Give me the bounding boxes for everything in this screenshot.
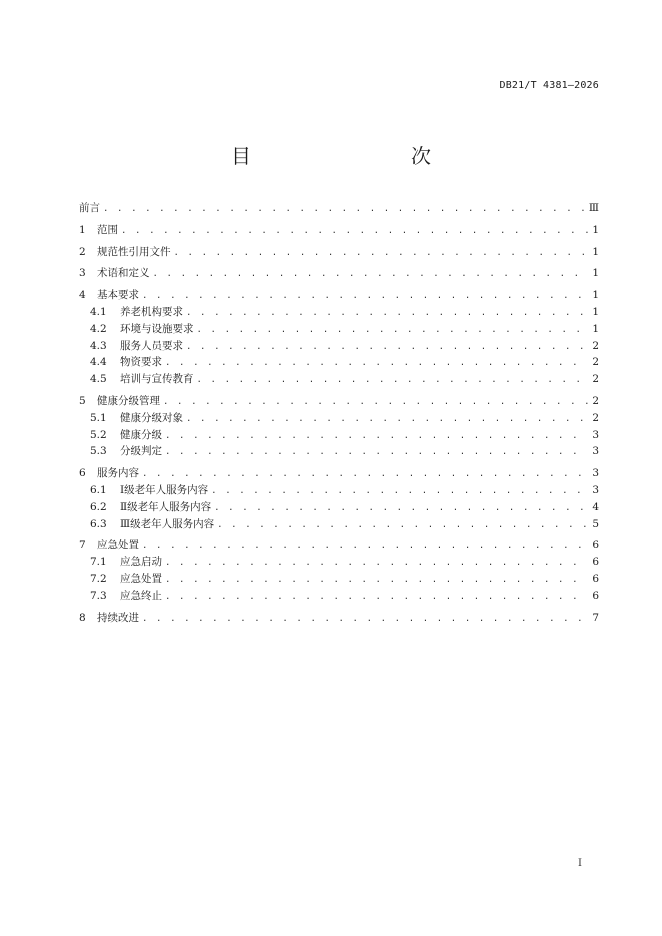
toc-entry-page: 5	[592, 517, 599, 530]
toc-entry-number: 4.2	[90, 322, 107, 335]
toc-entry-label: 培训与宣传教育	[120, 373, 194, 386]
toc-entry-page: 6	[592, 572, 599, 585]
toc-leader-dots	[197, 325, 589, 335]
toc-entry[interactable]	[79, 588, 599, 605]
page-number: I	[578, 858, 582, 869]
toc-entry-page: 6	[592, 589, 599, 602]
toc-leader-dots	[165, 358, 588, 368]
toc-entry-label: 养老机构要求	[120, 305, 183, 318]
toc-entry[interactable]	[79, 482, 599, 499]
toc-entry-label: 健康分级管理	[97, 394, 160, 407]
toc-entry[interactable]	[79, 516, 599, 533]
toc-leader-dots	[103, 204, 586, 214]
table-of-contents	[79, 200, 599, 626]
toc-entry-number: 2	[79, 245, 86, 258]
toc-entry[interactable]	[79, 354, 599, 371]
toc-entry-number: 7	[79, 539, 86, 552]
toc-entry-label: 应急启动	[120, 556, 162, 569]
toc-entry-number: 8	[79, 611, 86, 624]
toc-leader-dots	[163, 397, 588, 407]
toc-leader-dots	[217, 520, 588, 530]
toc-leader-dots	[165, 575, 588, 585]
toc-entry-page: 2	[592, 339, 599, 352]
toc-entry-label: 应急处置	[120, 572, 162, 585]
toc-entry[interactable]	[79, 410, 599, 427]
toc-entry-label: 环境与设施要求	[120, 322, 194, 335]
toc-leader-dots	[211, 486, 588, 496]
toc-leader-dots	[165, 558, 588, 568]
toc-entry-label: 服务内容	[97, 467, 139, 480]
toc-entry-label: 应急终止	[120, 589, 162, 602]
toc-entry-number: 4.4	[90, 356, 107, 369]
toc-entry-number: 6.3	[90, 517, 107, 530]
toc-entry-number: 4	[79, 289, 86, 302]
toc-entry-page: 1	[592, 289, 599, 302]
toc-leader-dots	[165, 592, 588, 602]
toc-entry-label: 应急处置	[97, 539, 139, 552]
toc-leader-dots	[142, 469, 588, 479]
toc-entry-page: 1	[592, 305, 599, 318]
document-code: DB21/T 4381—2026	[499, 80, 599, 91]
toc-entry-number: 7.1	[90, 556, 107, 569]
toc-entry-number: 4.3	[90, 339, 107, 352]
toc-entry-label: 基本要求	[97, 289, 139, 302]
toc-entry[interactable]	[79, 427, 599, 444]
toc-entry-number: 4.5	[90, 373, 107, 386]
toc-entry[interactable]	[79, 537, 599, 554]
toc-entry-label: 范围	[97, 223, 118, 236]
toc-entry[interactable]	[79, 371, 599, 388]
toc-entry-label: Ⅰ级老年人服务内容	[120, 483, 209, 496]
toc-entry[interactable]	[79, 554, 599, 571]
toc-entry-page: 7	[592, 611, 599, 624]
toc-entry-label: 物资要求	[120, 356, 162, 369]
toc-leader-dots	[142, 541, 588, 551]
toc-entry-number: 7.3	[90, 589, 107, 602]
toc-entry-page: 1	[592, 245, 599, 258]
toc-leader-dots	[142, 614, 588, 624]
toc-entry-label: 术语和定义	[97, 267, 150, 280]
toc-entry-number: 5.3	[90, 445, 107, 458]
toc-entry-label: Ⅱ级老年人服务内容	[120, 500, 212, 513]
toc-entry-number: 5.1	[90, 411, 107, 424]
toc-entry-number: 6.1	[90, 483, 107, 496]
toc-leader-dots	[165, 431, 588, 441]
toc-entry-page: 2	[592, 411, 599, 424]
toc-entry-page: 3	[592, 428, 599, 441]
toc-entry[interactable]	[79, 443, 599, 460]
toc-entry-number: 4.1	[90, 305, 107, 318]
toc-entry-page: 1	[592, 223, 599, 236]
toc-entry-page: 3	[592, 483, 599, 496]
toc-leader-dots	[214, 503, 588, 513]
toc-leader-dots	[174, 248, 589, 258]
toc-leader-dots	[153, 269, 589, 279]
toc-entry-page: 2	[592, 356, 599, 369]
toc-entry-number: 5.2	[90, 428, 107, 441]
toc-entry[interactable]	[79, 222, 599, 239]
toc-entry-page: 3	[592, 467, 599, 480]
toc-entry[interactable]	[79, 571, 599, 588]
toc-entry-page: 6	[592, 539, 599, 552]
toc-entry-number: 7.2	[90, 572, 107, 585]
toc-entry-label: 服务人员要求	[120, 339, 183, 352]
toc-entry[interactable]	[79, 200, 599, 217]
toc-entry-number: 3	[79, 267, 86, 280]
toc-leader-dots	[197, 375, 589, 385]
toc-leader-dots	[142, 291, 588, 301]
toc-entry-page: 1	[592, 322, 599, 335]
toc-entry[interactable]	[79, 287, 599, 304]
toc-entry-label: Ⅲ级老年人服务内容	[120, 517, 215, 530]
toc-entry-label: 分级判定	[120, 445, 162, 458]
toc-leader-dots	[165, 447, 588, 457]
toc-entry-page: 2	[592, 394, 599, 407]
toc-entry-number: 5	[79, 394, 86, 407]
toc-entry[interactable]	[79, 465, 599, 482]
toc-entry[interactable]	[79, 321, 599, 338]
toc-entry-label: 规范性引用文件	[97, 245, 171, 258]
toc-entry-number: 6	[79, 467, 86, 480]
toc-entry[interactable]	[79, 393, 599, 410]
toc-leader-dots	[186, 342, 588, 352]
toc-entry-page: 2	[592, 373, 599, 386]
toc-entry[interactable]	[79, 244, 599, 261]
toc-entry[interactable]	[79, 338, 599, 355]
toc-entry-label: 健康分级对象	[120, 411, 183, 424]
toc-entry-label: 持续改进	[97, 611, 139, 624]
toc-entry-page: 1	[592, 267, 599, 280]
toc-entry-page: 6	[592, 556, 599, 569]
toc-leader-dots	[186, 414, 588, 424]
toc-entry-label: 前言	[79, 202, 100, 214]
toc-leader-dots	[186, 308, 588, 318]
toc-entry-number: 1	[79, 223, 86, 236]
toc-entry[interactable]	[79, 265, 599, 282]
toc-entry-label: 健康分级	[120, 428, 162, 441]
toc-entry[interactable]	[79, 499, 599, 516]
toc-leader-dots	[121, 226, 588, 236]
toc-entry[interactable]	[79, 610, 599, 627]
toc-entry[interactable]	[79, 304, 599, 321]
toc-entry-page: Ⅲ	[588, 202, 599, 214]
toc-entry-page: 4	[592, 500, 599, 513]
toc-title: 目 次	[231, 144, 471, 168]
toc-entry-page: 3	[592, 445, 599, 458]
toc-entry-number: 6.2	[90, 500, 107, 513]
